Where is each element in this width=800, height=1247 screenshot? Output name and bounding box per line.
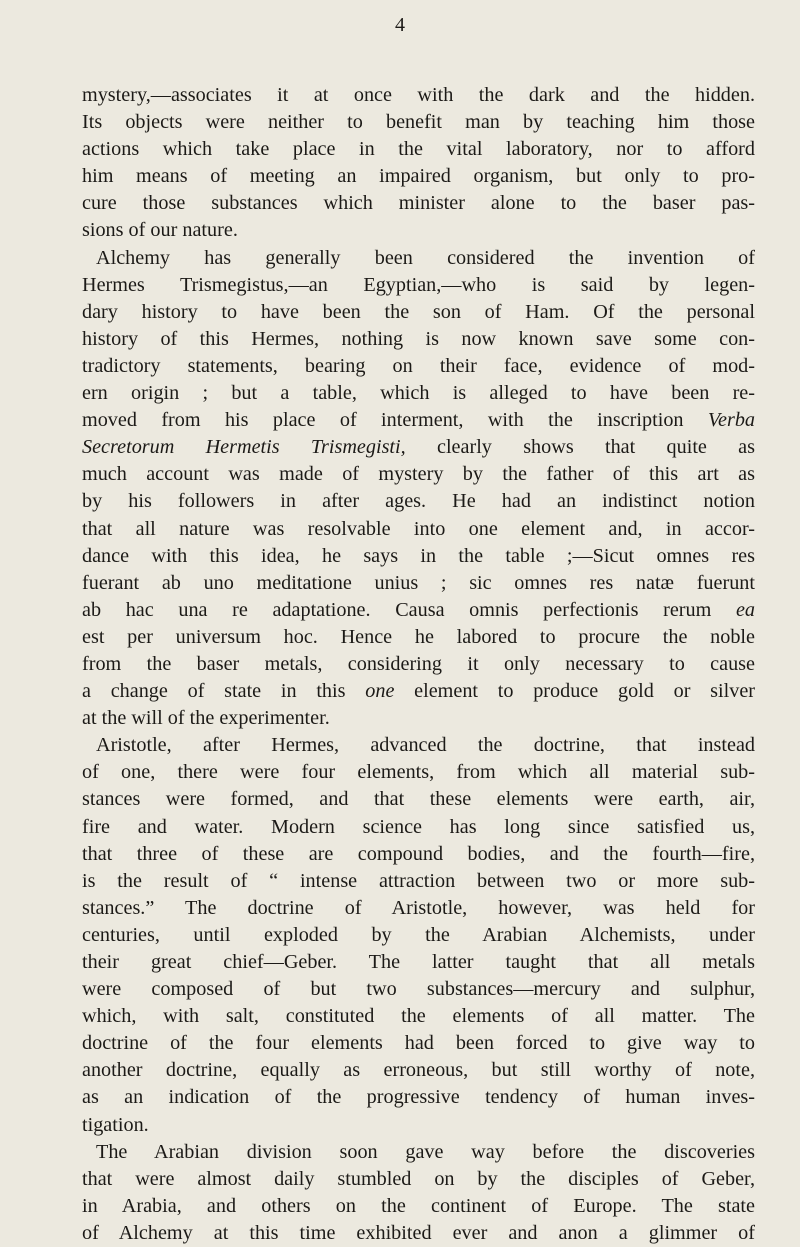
text-line: their great chief—Geber. The latter taught that all metals [82,951,755,973]
page-number: 4 [395,14,405,36]
text-line: fuerant ab uno meditatione unius ; sic omnes res natæ fuerunt [82,571,755,594]
italic-phrase: Secretorum Hermetis Trismegisti, [82,436,406,459]
text-line: by his followers in after ages. He had an indistinct notion [82,490,755,513]
text-line: Aristotle, after Hermes, advanced the doctrine, that instead [96,734,755,757]
text-line: stances.” The doctrine of Aristotle, however, was held for [82,896,755,919]
text-line: cure those substances which minister alone to the baser pas- [82,192,755,215]
text-line: Secretorum Hermetis Trismegisti, clearly shows that quite as [82,436,755,459]
text-line: moved from his place of interment, with the inscription Verba [82,409,756,432]
text-line: stances were formed, and that these elements were earth, air, [82,788,755,811]
italic-phrase: ea [735,598,755,621]
body-text [82,82,755,1247]
text-line: of Alchemy at this time exhibited ever and anon a glimmer of [82,1221,755,1244]
text-line: that were almost daily stumbled on by the disciples of Geber, [82,1167,755,1190]
text-line: from the baser metals, considering it only necessary to cause [82,652,755,675]
text-line: a change of state in this one element to produce gold or silver [82,680,756,703]
text-line: Hermes Trismegistus,—an Egyptian,—who is said by legen- [82,273,755,296]
text-line: another doctrine, equally as erroneous, but still worthy of note, [82,1059,755,1082]
text-line: actions which take place in the vital laboratory, nor to afford [82,138,755,161]
text-line: doctrine of the four elements had been forced to give way to [82,1032,755,1055]
text-line: that three of these are compound bodies, and the fourth—fire, [82,842,755,865]
text-line: tigation. [82,1113,149,1136]
text-line: mystery,—associates it at once with the dark and the hidden. [82,84,755,106]
text-line: ern origin ; but a table, which is alleged to have been re- [82,382,755,405]
italic-phrase: one [365,680,395,703]
text-line: at the will of the experimenter. [82,707,330,730]
text-line: Alchemy has generally been considered the invention of [96,246,755,269]
text-line: much account was made of mystery by the father of this art as [82,463,755,486]
text-line: history of this Hermes, nothing is now known save some con- [82,327,755,350]
text-line: that all nature was resolvable into one element and, in accor- [82,517,755,540]
text-line: tradictory statements, bearing on their face, evidence of mod- [82,354,755,377]
text-line: centuries, until exploded by the Arabian Alchemists, under [82,923,755,946]
italic-phrase: Verba [707,409,756,432]
text-line: dance with this idea, he says in the table ;—Sicut omnes res [82,544,755,567]
text-line: The Arabian division soon gave way before the discoveries [96,1140,755,1163]
text-line: est per universum hoc. Hence he labored to procure the noble [82,625,755,648]
text-line: is the result of “ intense attraction between two or more sub- [82,869,755,892]
text-line: in Arabia, and others on the continent of Europe. The state [82,1194,755,1217]
text-line: him means of meeting an impaired organism, but only to pro- [82,165,755,188]
text-line: which, with salt, constituted the elements of all matter. The [82,1005,755,1028]
text-line: dary history to have been the son of Ham. Of the personal [82,300,755,323]
text-line: sions of our nature. [82,219,238,242]
text-line: were composed of but two substances—mercury and sulphur, [82,978,755,1001]
text-line: Its objects were neither to benefit man by teaching him those [82,111,755,134]
text-line: fire and water. Modern science has long since satisfied us, [82,815,755,838]
text-line: of one, there were four elements, from which all material sub- [82,761,755,784]
text-line: as an indication of the progressive tendency of human inves- [82,1086,755,1109]
text-line: ab hac una re adaptatione. Causa omnis perfectionis rerum ea [82,598,755,621]
